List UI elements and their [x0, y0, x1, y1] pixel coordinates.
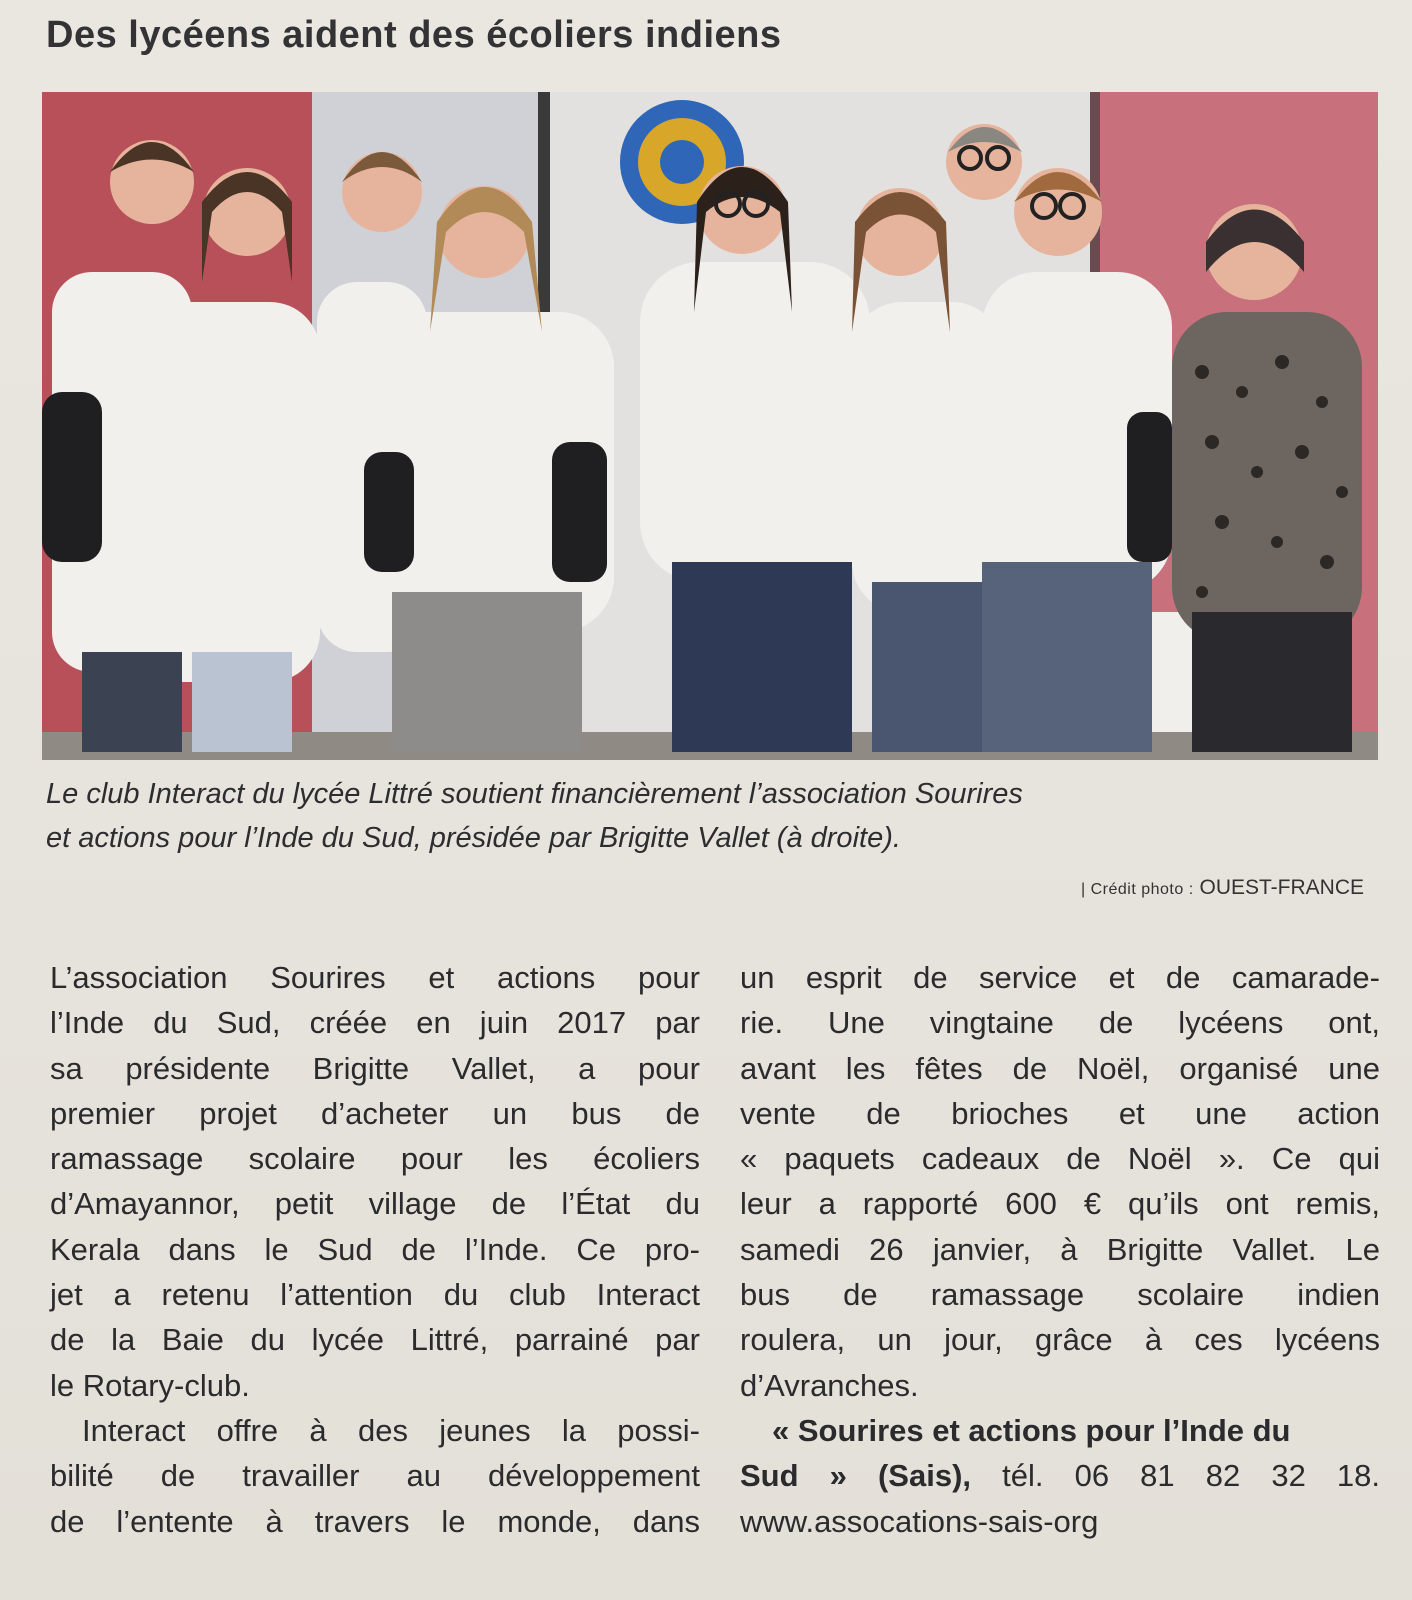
- photo-credit: [1081, 876, 1364, 900]
- text-line: Interact offre à des jeunes la possi-: [82, 1412, 700, 1448]
- text-line: rie. Une vingtaine de lycéens ont,: [740, 1005, 1380, 1041]
- text-line: un esprit de service et de camarade-: [740, 960, 1380, 995]
- contact-line: [740, 1453, 1380, 1498]
- text-line: L’association Sourires et actions pour: [50, 960, 700, 995]
- headline: Des lycéens aident des écoliers indiens: [46, 14, 782, 56]
- contact-website: www.assocations-sais-org: [740, 1503, 1099, 1539]
- text-line: premier projet d’acheter un bus de: [50, 1095, 700, 1131]
- contact-line: « Sourires et actions pour l’Inde du: [772, 1412, 1291, 1448]
- text-line: avant les fêtes de Noël, organisé une: [740, 1050, 1380, 1086]
- text-line: bilité de travailler au développement: [50, 1458, 700, 1494]
- text-line: d’Avranches.: [740, 1367, 919, 1403]
- contact-phone: tél. 06 81 82 32 18.: [1002, 1458, 1381, 1494]
- group-photo: [42, 92, 1378, 760]
- credit-label: | Crédit photo :: [1080, 881, 1194, 898]
- text-line: leur a rapporté 600 € qu’ils ont remis,: [740, 1186, 1380, 1222]
- text-line: ramassage scolaire pour les écoliers: [50, 1141, 700, 1177]
- text-line: vente de brioches et une action: [740, 1095, 1380, 1131]
- article-column-left: [50, 955, 700, 1544]
- credit-source: OUEST-FRANCE: [1199, 876, 1364, 899]
- text-line: sa présidente Brigitte Vallet, a pour: [50, 1050, 700, 1086]
- text-line: bus de ramassage scolaire indien: [740, 1277, 1380, 1313]
- caption-line: Le club Interact du lycée Littré soutient financièrement l’association Sourires: [46, 778, 1023, 810]
- text-line: jet a retenu l’attention du club Interact: [50, 1277, 700, 1313]
- text-line: d’Amayannor, petit village de l’État du: [50, 1186, 700, 1222]
- text-line: roulera, un jour, grâce à ces lycéens: [740, 1322, 1380, 1358]
- photo-caption: [46, 772, 1366, 860]
- contact-name-end: Sud » (Sais),: [740, 1458, 972, 1494]
- article-column-right: [740, 955, 1380, 1544]
- text-line: samedi 26 janvier, à Brigitte Vallet. Le: [740, 1231, 1380, 1267]
- text-line: de la Baie du lycée Littré, parrainé par: [50, 1322, 700, 1358]
- text-line: de l’entente à travers le monde, dans: [50, 1503, 700, 1539]
- text-line: le Rotary-club.: [50, 1367, 250, 1403]
- text-line: l’Inde du Sud, créée en juin 2017 par: [50, 1005, 700, 1041]
- text-line: Kerala dans le Sud de l’Inde. Ce pro-: [50, 1231, 700, 1267]
- text-line: « paquets cadeaux de Noël ». Ce qui: [740, 1141, 1380, 1177]
- caption-line: et actions pour l’Inde du Sud, présidée par Brigitte Vallet (à droite).: [46, 822, 901, 854]
